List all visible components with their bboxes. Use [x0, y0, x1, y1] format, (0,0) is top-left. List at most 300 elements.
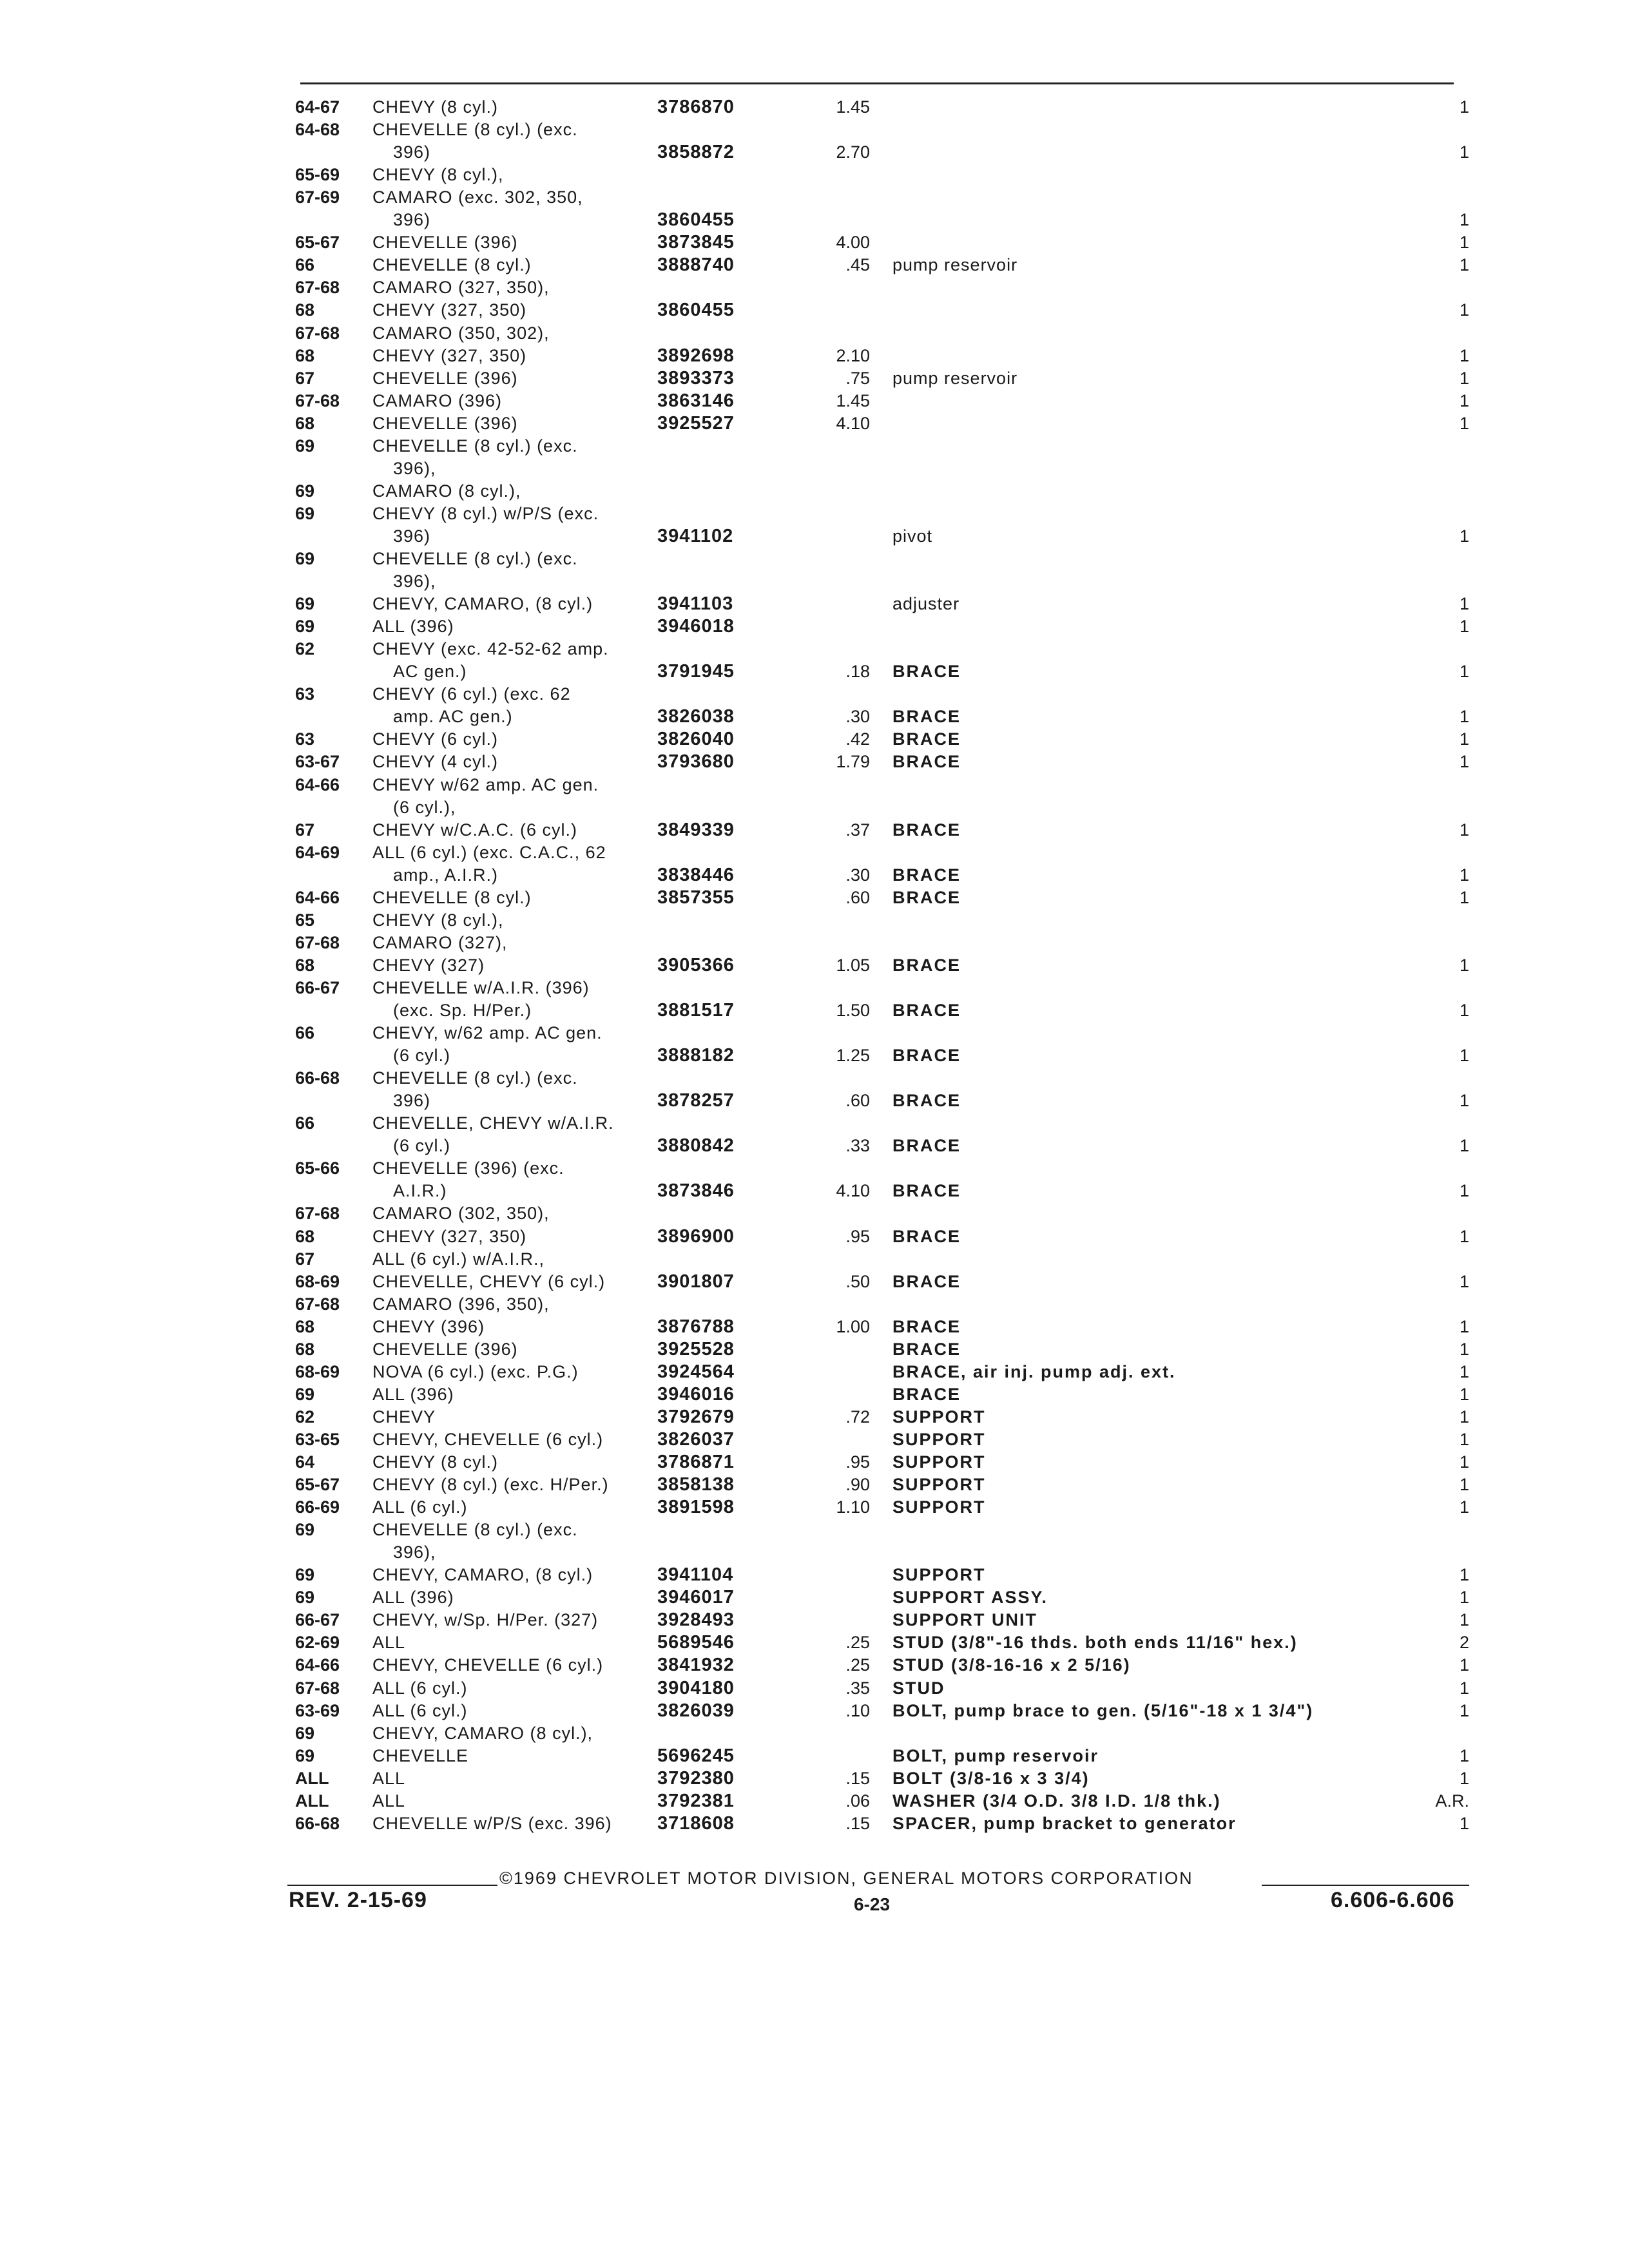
quantity-cell: 1 [1459, 97, 1469, 117]
part-number-cell: 3838446 [657, 864, 735, 885]
table-row [0, 908, 1629, 932]
quantity-cell: 1 [1459, 1407, 1469, 1427]
part-number-cell: 3718608 [657, 1812, 735, 1834]
application-cell: CHEVY, w/62 amp. AC gen. [372, 1023, 602, 1043]
year-cell: 67 [295, 1249, 315, 1269]
table-row [0, 1202, 1629, 1225]
application-cell: CHEVY (327, 350) [372, 345, 527, 365]
application-cell: CHEVELLE (396) (exc. [372, 1158, 564, 1178]
price-cell: .50 [845, 1271, 870, 1291]
price-cell: .72 [845, 1407, 870, 1427]
table-row [0, 1044, 1629, 1067]
table-row [0, 660, 1629, 683]
year-cell: 69 [295, 1565, 315, 1585]
application-cell: 396) [393, 142, 431, 162]
part-number-cell: 3792381 [657, 1790, 735, 1811]
year-cell: 69 [295, 1588, 315, 1608]
part-number-cell: 3941102 [657, 525, 734, 546]
application-cell: 396) [393, 526, 431, 546]
year-cell: 68 [295, 1339, 315, 1359]
application-cell: (6 cyl.) [393, 1046, 450, 1066]
description-cell: BRACE [892, 1339, 961, 1359]
year-cell: 69 [295, 1520, 315, 1540]
application-cell: (exc. Sp. H/Per.) [393, 1001, 532, 1020]
application-cell: amp. AC gen.) [393, 707, 513, 727]
quantity-cell: 1 [1459, 1429, 1469, 1449]
application-cell: CHEVY (8 cyl.) [372, 97, 499, 117]
table-row [0, 253, 1629, 276]
description-cell: BRACE [892, 1181, 961, 1201]
table-row [0, 1473, 1629, 1496]
application-cell: CHEVY (8 cyl.) w/P/S (exc. [372, 503, 599, 523]
description-cell: BOLT, pump brace to gen. (5/16"-18 x 1 3/4") [892, 1700, 1314, 1720]
application-cell: CHEVY, CAMARO (8 cyl.), [372, 1723, 593, 1743]
application-cell: CAMARO (8 cyl.), [372, 481, 521, 501]
quantity-cell: 1 [1459, 1001, 1469, 1020]
application-cell: ALL (396) [372, 1384, 454, 1404]
part-number-cell: 3792679 [657, 1406, 735, 1427]
year-cell: 67-68 [295, 932, 340, 952]
price-cell: 1.25 [836, 1046, 870, 1066]
application-cell: ALL (396) [372, 1588, 454, 1608]
table-row [0, 1247, 1629, 1271]
year-cell: 66-69 [295, 1497, 340, 1517]
table-row [0, 276, 1629, 299]
price-cell: 4.10 [836, 1181, 870, 1201]
application-cell: CAMARO (396) [372, 390, 503, 410]
quantity-cell: 1 [1459, 255, 1469, 275]
price-cell: 2.70 [836, 142, 870, 162]
year-cell: 66-68 [295, 1813, 340, 1833]
table-row [0, 796, 1629, 819]
description-cell: SPACER, pump bracket to generator [892, 1813, 1237, 1833]
description-cell: SUPPORT ASSY. [892, 1588, 1048, 1608]
part-number-cell: 3941103 [657, 593, 734, 615]
table-row [0, 502, 1629, 525]
year-cell: 64-66 [295, 1655, 340, 1675]
price-cell: .60 [845, 1091, 870, 1111]
table-row [0, 186, 1629, 209]
table-row [0, 1021, 1629, 1044]
application-cell: CHEVY (327) [372, 955, 485, 975]
year-cell: 69 [295, 503, 315, 523]
description-cell: BRACE [892, 1136, 961, 1156]
year-cell: 64 [295, 1452, 315, 1472]
application-cell: 396), [393, 458, 436, 478]
quantity-cell: 1 [1459, 1271, 1469, 1291]
quantity-cell: 1 [1459, 955, 1469, 975]
description-cell: STUD [892, 1678, 945, 1698]
table-row [0, 570, 1629, 593]
price-cell: 4.10 [836, 413, 870, 433]
quantity-cell: 1 [1459, 210, 1469, 230]
quantity-cell: 2 [1459, 1633, 1469, 1653]
part-number-cell: 3841932 [657, 1655, 735, 1676]
price-cell: 1.10 [836, 1497, 870, 1517]
part-number-cell: 3892698 [657, 345, 735, 366]
year-cell: 68 [295, 1226, 315, 1246]
quantity-cell: 1 [1459, 1226, 1469, 1246]
description-cell: BRACE [892, 752, 961, 772]
page-number: 6-23 [854, 1894, 891, 1914]
table-row [0, 479, 1629, 503]
application-cell: (6 cyl.) [393, 1136, 450, 1156]
application-cell: CAMARO (396, 350), [372, 1294, 550, 1314]
application-cell: CHEVY (6 cyl.) (exc. 62 [372, 684, 571, 704]
application-cell: CHEVELLE (8 cyl.) [372, 887, 532, 907]
year-cell: 67-68 [295, 323, 340, 343]
part-number-cell: 3873846 [657, 1180, 735, 1202]
part-number-cell: 3826040 [657, 729, 735, 750]
year-cell: 68 [295, 413, 315, 433]
year-cell: 63-69 [295, 1700, 340, 1720]
table-row [0, 727, 1629, 751]
table-row [0, 95, 1629, 119]
quantity-cell: 1 [1459, 752, 1469, 772]
application-cell: CHEVY (396) [372, 1316, 485, 1336]
year-cell: 66-67 [295, 1610, 340, 1630]
quantity-cell: 1 [1459, 1361, 1469, 1381]
table-row [0, 231, 1629, 254]
application-cell: CHEVY, CAMARO, (8 cyl.) [372, 1565, 593, 1585]
quantity-cell: A.R. [1435, 1791, 1469, 1811]
application-cell: CHEVELLE, CHEVY (6 cyl.) [372, 1271, 606, 1291]
quantity-cell: 1 [1459, 1588, 1469, 1608]
application-cell: CHEVY (8 cyl.), [372, 165, 504, 185]
part-number-cell: 3928493 [657, 1610, 735, 1631]
application-cell: CAMARO (327, 350), [372, 278, 550, 298]
part-number-cell: 3888182 [657, 1045, 735, 1066]
price-cell: .10 [845, 1700, 870, 1720]
description-cell: STUD (3/8-16-16 x 2 5/16) [892, 1655, 1131, 1675]
quantity-cell: 1 [1459, 1091, 1469, 1111]
application-cell: 396), [393, 1542, 436, 1562]
table-row [0, 118, 1629, 141]
application-cell: ALL (6 cyl.) w/A.I.R., [372, 1249, 545, 1269]
part-number-cell: 3941104 [657, 1564, 734, 1586]
revision-date: REV. 2-15-69 [289, 1888, 427, 1912]
table-row [0, 1699, 1629, 1722]
quantity-cell: 1 [1459, 345, 1469, 365]
part-number-cell: 3858138 [657, 1474, 735, 1495]
quantity-cell: 1 [1459, 1678, 1469, 1698]
application-cell: CHEVELLE (8 cyl.) (exc. [372, 1520, 578, 1540]
table-row [0, 1405, 1629, 1428]
year-cell: 67-68 [295, 1678, 340, 1698]
year-cell: 62 [295, 1407, 315, 1427]
year-cell: 65-67 [295, 1475, 340, 1494]
table-row [0, 750, 1629, 773]
description-cell: SUPPORT [892, 1475, 986, 1494]
year-cell: 69 [295, 1745, 315, 1765]
application-cell: CHEVELLE [372, 1745, 469, 1765]
year-cell: 67 [295, 368, 315, 388]
application-cell: ALL [372, 1633, 406, 1653]
part-number-cell: 3793680 [657, 751, 735, 773]
description-cell: BRACE [892, 1316, 961, 1336]
application-cell: ALL (6 cyl.) [372, 1678, 468, 1698]
year-cell: 67-68 [295, 390, 340, 410]
application-cell: CHEVELLE (8 cyl.) (exc. [372, 436, 578, 456]
table-row [0, 1653, 1629, 1677]
price-cell: .25 [845, 1655, 870, 1675]
part-number-cell: 3876788 [657, 1316, 735, 1337]
table-row [0, 1111, 1629, 1135]
price-cell: .15 [845, 1813, 870, 1833]
year-cell: 68-69 [295, 1271, 340, 1291]
section-number: 6.606-6.606 [1331, 1888, 1455, 1912]
table-row [0, 1157, 1629, 1180]
table-row [0, 592, 1629, 615]
year-cell: 65-67 [295, 233, 340, 253]
table-row [0, 1383, 1629, 1406]
table-row [0, 1179, 1629, 1202]
application-cell: 396) [393, 210, 431, 230]
year-cell: 69 [295, 481, 315, 501]
application-cell: AC gen.) [393, 662, 467, 682]
table-row [0, 886, 1629, 909]
quantity-cell: 1 [1459, 1655, 1469, 1675]
description-cell: BRACE [892, 1001, 961, 1020]
table-row [0, 1089, 1629, 1112]
application-cell: ALL [372, 1791, 406, 1811]
application-cell: amp., A.I.R.) [393, 865, 499, 885]
price-cell: .60 [845, 887, 870, 907]
year-cell: 68 [295, 955, 315, 975]
table-row [0, 1428, 1629, 1451]
year-cell: 66 [295, 1113, 315, 1133]
table-row [0, 1066, 1629, 1090]
table-row [0, 547, 1629, 570]
application-cell: CHEVELLE w/A.I.R. (396) [372, 977, 590, 997]
price-cell: .06 [845, 1791, 870, 1811]
application-cell: ALL [372, 1768, 406, 1788]
price-cell: .37 [845, 820, 870, 840]
price-cell: .45 [845, 255, 870, 275]
year-cell: 64-66 [295, 887, 340, 907]
part-number-cell: 5689546 [657, 1632, 735, 1653]
year-cell: 63-67 [295, 752, 340, 772]
description-cell: SUPPORT [892, 1429, 986, 1449]
application-cell: CHEVY, CHEVELLE (6 cyl.) [372, 1429, 604, 1449]
part-number-cell: 3786871 [657, 1452, 735, 1472]
part-number-cell: 3905366 [657, 954, 735, 975]
table-row [0, 412, 1629, 435]
table-row [0, 1225, 1629, 1248]
application-cell: 396), [393, 572, 436, 591]
application-cell: CHEVELLE (8 cyl.) (exc. [372, 549, 578, 568]
top-rule [300, 82, 1454, 84]
year-cell: 69 [295, 436, 315, 456]
year-cell: 64-67 [295, 97, 340, 117]
application-cell: CHEVY w/62 amp. AC gen. [372, 774, 599, 794]
part-number-cell: 3860455 [657, 209, 735, 231]
description-cell: BRACE [892, 1046, 961, 1066]
part-number-cell: 3873845 [657, 232, 735, 253]
part-number-cell: 3925527 [657, 412, 735, 434]
table-row [0, 457, 1629, 480]
table-row [0, 1134, 1629, 1157]
part-number-cell: 3791945 [657, 661, 735, 682]
part-number-cell: 3786870 [657, 97, 735, 117]
year-cell: 68-69 [295, 1361, 340, 1381]
application-cell: CHEVY, w/Sp. H/Per. (327) [372, 1610, 599, 1630]
price-cell: .30 [845, 707, 870, 727]
application-cell: CHEVY w/C.A.C. (6 cyl.) [372, 820, 578, 840]
year-cell: 67-68 [295, 278, 340, 298]
application-cell: CHEVELLE (8 cyl.) (exc. [372, 1068, 578, 1088]
year-cell: 62 [295, 639, 315, 659]
quantity-cell: 1 [1459, 865, 1469, 885]
quantity-cell: 1 [1459, 662, 1469, 682]
year-cell: 69 [295, 1384, 315, 1404]
description-cell: WASHER (3/4 O.D. 3/8 I.D. 1/8 thk.) [892, 1791, 1221, 1811]
table-row [0, 367, 1629, 390]
part-number-cell: 5696245 [657, 1745, 735, 1766]
price-cell: .42 [845, 729, 870, 749]
application-cell: CHEVELLE (8 cyl.) [372, 255, 532, 275]
table-row [0, 1541, 1629, 1564]
table-row [0, 863, 1629, 887]
price-cell: .90 [845, 1475, 870, 1494]
part-number-cell: 3878257 [657, 1090, 735, 1111]
application-cell: CHEVELLE (396) [372, 413, 518, 433]
year-cell: 67 [295, 820, 315, 840]
part-number-cell: 3880842 [657, 1135, 735, 1157]
part-number-cell: 3946018 [657, 616, 735, 637]
year-cell: 65-69 [295, 165, 340, 185]
quantity-cell: 1 [1459, 1610, 1469, 1630]
year-cell: 69 [295, 549, 315, 568]
quantity-cell: 1 [1459, 300, 1469, 320]
part-number-cell: 3881517 [657, 1000, 735, 1021]
price-cell: .95 [845, 1226, 870, 1246]
application-cell: CHEVY, CAMARO, (8 cyl.) [372, 594, 593, 614]
application-cell: CHEVY (327, 350) [372, 1226, 527, 1246]
year-cell: 64-69 [295, 842, 340, 862]
year-cell: 64-68 [295, 120, 340, 140]
description-cell: pump reservoir [892, 368, 1018, 388]
table-row [0, 140, 1629, 164]
description-cell: SUPPORT [892, 1407, 986, 1427]
application-cell: CHEVELLE, CHEVY w/A.I.R. [372, 1113, 614, 1133]
part-number-cell: 3792380 [657, 1767, 735, 1789]
year-cell: ALL [295, 1791, 329, 1811]
description-cell: pump reservoir [892, 255, 1018, 275]
quantity-cell: 1 [1459, 887, 1469, 907]
part-number-cell: 3924564 [657, 1361, 735, 1382]
price-cell: 1.05 [836, 955, 870, 975]
table-row [0, 322, 1629, 345]
table-row [0, 841, 1629, 864]
quantity-cell: 1 [1459, 1136, 1469, 1156]
part-number-cell: 3893373 [657, 367, 735, 389]
description-cell: BOLT (3/8-16 x 3 3/4) [892, 1768, 1090, 1788]
price-cell: 1.00 [836, 1316, 870, 1336]
year-cell: 68 [295, 300, 315, 320]
application-cell: CHEVY (8 cyl.) (exc. H/Per.) [372, 1475, 609, 1494]
price-cell: .30 [845, 865, 870, 885]
description-cell: BRACE [892, 662, 961, 682]
price-cell: .33 [845, 1136, 870, 1156]
footer-rule-left [287, 1885, 497, 1886]
part-number-cell: 3891598 [657, 1497, 735, 1518]
year-cell: 66 [295, 255, 315, 275]
part-number-cell: 3849339 [657, 819, 735, 840]
table-row [0, 1518, 1629, 1541]
table-row [0, 1586, 1629, 1609]
quantity-cell: 1 [1459, 820, 1469, 840]
application-cell: CHEVY [372, 1407, 436, 1427]
description-cell: BRACE [892, 887, 961, 907]
year-cell: 63-65 [295, 1429, 340, 1449]
description-cell: BRACE [892, 1384, 961, 1404]
price-cell: 1.79 [836, 752, 870, 772]
quantity-cell: 1 [1459, 1475, 1469, 1494]
quantity-cell: 1 [1459, 707, 1469, 727]
quantity-cell: 1 [1459, 1497, 1469, 1517]
quantity-cell: 1 [1459, 617, 1469, 637]
table-row [0, 208, 1629, 231]
table-row [0, 818, 1629, 841]
quantity-cell: 1 [1459, 729, 1469, 749]
description-cell: STUD (3/8"-16 thds. both ends 11/16" hex.) [892, 1633, 1298, 1653]
price-cell: .75 [845, 368, 870, 388]
year-cell: 65-66 [295, 1158, 340, 1178]
description-cell: BRACE [892, 820, 961, 840]
application-cell: NOVA (6 cyl.) (exc. P.G.) [372, 1361, 579, 1381]
application-cell: CAMARO (302, 350), [372, 1204, 550, 1224]
table-row [0, 1293, 1629, 1316]
part-number-cell: 3826038 [657, 706, 735, 727]
quantity-cell: 1 [1459, 142, 1469, 162]
application-cell: (6 cyl.), [393, 797, 456, 817]
quantity-cell: 1 [1459, 1452, 1469, 1472]
application-cell: A.I.R.) [393, 1181, 447, 1201]
application-cell: CHEVY (6 cyl.) [372, 729, 499, 749]
part-number-cell: 3858872 [657, 142, 735, 163]
table-row [0, 931, 1629, 954]
part-number-cell: 3863146 [657, 390, 735, 411]
table-row [0, 954, 1629, 977]
quantity-cell: 1 [1459, 1181, 1469, 1201]
application-cell: CAMARO (350, 302), [372, 323, 550, 343]
quantity-cell: 1 [1459, 1700, 1469, 1720]
quantity-cell: 1 [1459, 1768, 1469, 1788]
table-row [0, 1631, 1629, 1654]
part-number-cell: 3901807 [657, 1271, 735, 1292]
description-cell: BRACE [892, 1271, 961, 1291]
application-cell: CHEVELLE (396) [372, 233, 518, 253]
table-row [0, 1495, 1629, 1519]
application-cell: CHEVELLE w/P/S (exc. 396) [372, 1813, 612, 1833]
table-row [0, 1744, 1629, 1767]
table-row [0, 298, 1629, 322]
description-cell: adjuster [892, 594, 960, 614]
price-cell: .25 [845, 1633, 870, 1653]
year-cell: 68 [295, 345, 315, 365]
copyright-line: ©1969 CHEVROLET MOTOR DIVISION, GENERAL MOTORS CORPORATION [499, 1869, 1193, 1888]
part-number-cell: 3896900 [657, 1225, 735, 1247]
application-cell: ALL (6 cyl.) (exc. C.A.C., 62 [372, 842, 606, 862]
application-cell: CHEVELLE (8 cyl.) (exc. [372, 120, 578, 140]
quantity-cell: 1 [1459, 1384, 1469, 1404]
quantity-cell: 1 [1459, 233, 1469, 253]
table-row [0, 1812, 1629, 1835]
year-cell: 62-69 [295, 1633, 340, 1653]
application-cell: CHEVY (327, 350) [372, 300, 527, 320]
table-row [0, 1789, 1629, 1812]
